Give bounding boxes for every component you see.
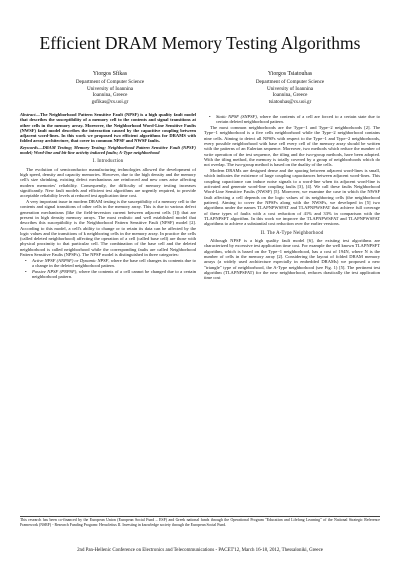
bullet-term: Static NPSF (SNPSF) <box>216 114 257 119</box>
right-column <box>204 114 380 281</box>
body-paragraph-3: The most common neighborhoods are the Type−1 and Type−2 neighborhoods [2]. The Type−1 neighborhood is a five cells neighborhood while the Type−2 neighborhood contains nine cells. Aiming to detect all NPSFs with respect to the Type−1 and Type−2 neighborhoods, every possible neighborhood with base cell every cell of the memory array should be written with the patterns of an Eulerian sequence. Moreover, two methods which reduce the number of write operation of the test sequence, the tiling and the two-group methods, have been adopted. With the tiling method, the memory is totally covered by a group of neighborhoods which do not overlap. The two-group method is based on the duality of the cells. <box>204 125 380 168</box>
author-block <box>20 70 380 105</box>
section-heading-introduction: I. Introduction <box>92 159 124 164</box>
author-name: Yiorgos Tsiatouhas <box>267 71 313 77</box>
author-city: Ioannina, Greece <box>272 92 308 99</box>
author-city: Ioannina, Greece <box>92 92 128 99</box>
npsf-category-list <box>20 258 196 280</box>
author-1 <box>20 70 200 105</box>
author-name: Yiorgos Sfikas <box>92 71 128 77</box>
keywords: Keywords—DRAM Testing; Memory Testing; Neighborhood Pattern Sensitive Fault (NPSF) model; Word-line and bit-line activity induced faults; A-Type neighborhood <box>20 144 196 155</box>
author-dept: Department of Computer Science <box>75 79 145 85</box>
author-univ: University of Ioannina <box>86 85 134 92</box>
funding-footnote: This research has been co-financed by the European Union (European Social Fund – ESF) and Greek national funds through the Operational Program "Education and Lifelong Learning" of the National Strategic Reference Framework (NSRF) - Research Funding Program: Heracleitus II. Investing in knowledge society through the European Social Fund. <box>20 518 380 527</box>
section-heading-a-type: II. The A-Type Neighborhood <box>260 230 324 236</box>
footnote-divider <box>20 516 380 517</box>
left-column <box>20 112 196 280</box>
bullet-term: Passive NPSF (PNPSF) <box>32 269 77 275</box>
author-dept: Department of Computer Science <box>255 79 325 85</box>
intro-paragraph-1: The evolution of semiconductor manufacturing technologies allowed the development of high speed, density and capacity memories. However, due to the high density and the memory cell's size shrinking, existing defect mechanisms are reinforced and new ones arise affecting modern memories' reliability. Consequently, the difficulty of memory testing increases significantly. New fault models and efficient test algorithms are urgently required, to provide acceptable reliability levels at reduced test application time cost. <box>20 166 196 199</box>
body-paragraph-4: Modern DRAMs are designed dense and the spacing between adjacent word-lines is small, which indicates the existence of large coupling capacitances between adjacent word-lines. This coupling capacitance can induce noise signals to a word-line when its adjacent word-line is activated and generate word-line coupling faults [3], [4]. We call these faults Neighborhood Word-Line Sensitive Faults (NWSF) [5]. Moreover, we examine the case in which the NWSF fault affecting a cell depends on the logic values of its neighboring cells (the neighborhood pattern). Aiming to cover the NPSFs along with the NWSFs, we developed in [5] two algorithms under the names TLAPNPWSFAT and TLAPNPWSFAT that achieve full coverage of these types of faults with a cost reduction of 41% and 33% in comparison with the TLAPNPSFT algorithm. In this work we improve the TLAPNPWSFAT and TLAPNPWSFAT algorithms to achieve a substantial cost reduction over the earlier versions. <box>204 168 380 227</box>
bullet-text: , where the contents of a cell are forced to a certain state due to certain deleted neighborhood pattern. <box>216 114 380 125</box>
intro-paragraph-2: A very important issue in modern DRAM testing is the susceptibility of a memory cell to the contents and signal transitions of other cells in the memory array. This is due to various defect generation mechanisms (like the field-inversion current between adjacent cells [1]) that are present in high density memory arrays. The most realistic and well established model that describes this susceptibility is the Neighborhood Pattern Sensitive Fault (NPSF) model [2]. According to this model, a cell's ability to change or to retain its data can be affected by the logic values and the transitions of k neighboring cells in the memory array. In practice the cells (called deleted neighborhood) affecting the operation of a cell (called base cell) are those with physical proximity to that particular cell. The combination of the base cell and the deleted neighborhood is called neighborhood while the corresponding faults are called Neighborhood Pattern Sensitive Faults (NPSFs). The NPSF model is distinguished in three categories: <box>20 198 196 258</box>
author-email: tsiatouhas@cs.uoi.gr <box>268 98 312 105</box>
list-item <box>32 258 196 269</box>
bullet-text: , where the contents of a cell cannot be changed due to a certain neighborhood pattern. <box>32 269 196 280</box>
abstract <box>20 112 196 144</box>
list-item <box>216 114 380 125</box>
paper-title: Efficient DRAM Memory Testing Algorithms <box>39 33 361 53</box>
author-2 <box>200 70 380 105</box>
list-item <box>32 269 196 280</box>
bullet-term: Active NPSF (ANPSF) or Dynamic NPSF <box>32 257 109 263</box>
body-paragraph-5: Although NPSF is a high quality fault model [6], the existing test algorithms are characterized by excessive test application time cost. For example the well known TLAPNPSFT algorithm, which is based on the Type−1 neighborhood, has a cost of 194N, where N is the number of cells in the memory array [2]. Considering the layout of folded DRAM memory arrays (a widely used architecture especially in embedded DRAMs) we proposed a new "triangle" type of neighborhood, the A-Type neighborhood (see Fig. 1) [5]. The pertinent test algorithm (TLAPNPSFAT) for the new neighborhood, reduces drastically the test application time cost <box>204 238 380 281</box>
author-email: gsfikas@cs.uoi.gr <box>91 98 129 105</box>
abstract-body: —The Neighborhood Pattern Sensitive Fault (NPSF) is a high quality fault model that describes the susceptibility of a memory cell to the contents and signal transitions at other cells in the memory array. Moreover, the Neighborhood Word-Line Sensitive Faults (NWSF) fault model describes the interaction caused by the capacitive coupling between adjacent word-lines. In this work we proposed two efficient algorithms for DRAMS with folded array architecture, that cover in common NPSF and NWSF faults. <box>20 112 196 144</box>
abstract-lead: Abstract <box>20 112 36 117</box>
npsf-category-list-continued <box>204 114 380 125</box>
conference-footer: 2nd Pan-Hellenic Conference on Electronics and Telecommunications - PACET'12, March 16-18, 2012, Thessaloniki, Greece <box>77 548 323 553</box>
bullet-text: , where the base cell changes its contents due to a change in the deleted neighborhood pattern. <box>32 257 196 269</box>
author-univ: University of Ioannina <box>266 85 314 92</box>
